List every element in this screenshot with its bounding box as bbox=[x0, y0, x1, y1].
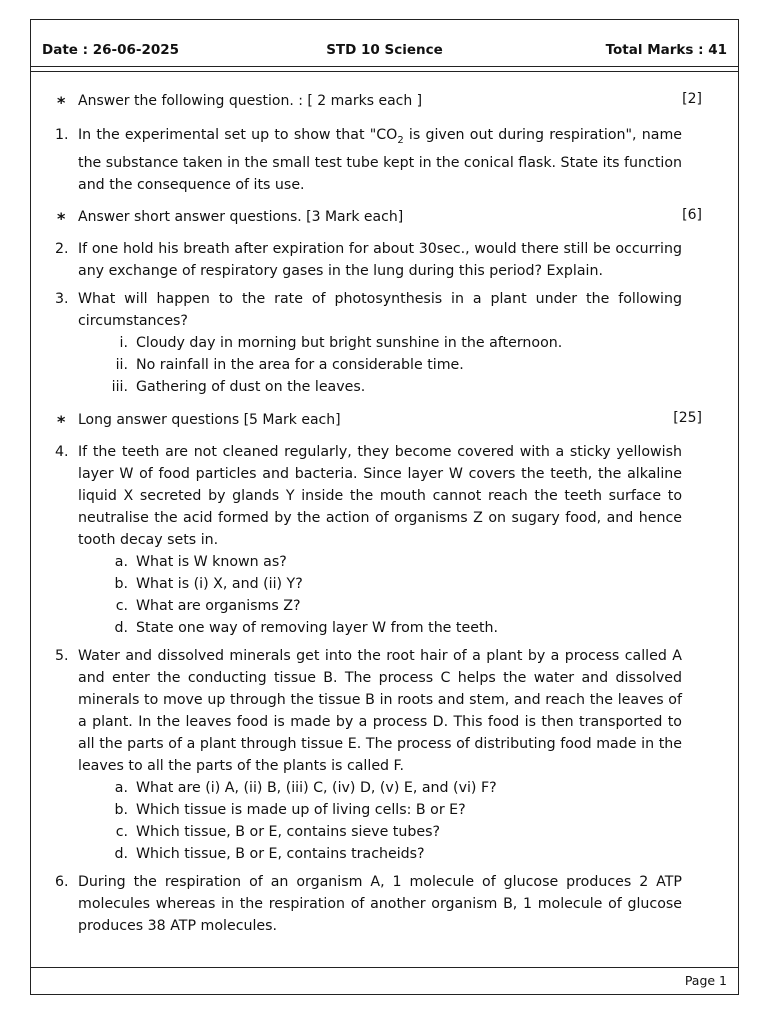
question-text bbox=[78, 127, 682, 193]
question bbox=[55, 441, 682, 551]
sub-question-text: Which tissue is made up of living cells: B or E? bbox=[136, 801, 466, 818]
question bbox=[55, 288, 682, 332]
sub-question bbox=[114, 573, 682, 595]
sub-question bbox=[115, 821, 682, 843]
sub-question-text: Which tissue, B or E, contains tracheids? bbox=[136, 845, 425, 862]
star-bullet-icon: * bbox=[57, 411, 66, 431]
question-number: 3. bbox=[55, 290, 69, 307]
section-header bbox=[57, 409, 702, 433]
sub-question bbox=[114, 551, 682, 573]
sub-question-label: b. bbox=[114, 575, 128, 592]
sub-question-label: d. bbox=[114, 619, 128, 636]
question-number: 6. bbox=[55, 873, 69, 890]
sub-question bbox=[114, 777, 682, 799]
question-text-part: is given out during respiration", name the substance taken in the small test tube kept in the conical flask. State its function and the consequence of its use. bbox=[78, 127, 682, 193]
question-number: 1. bbox=[55, 127, 69, 143]
section-marks: [2] bbox=[682, 91, 702, 107]
question bbox=[55, 645, 682, 777]
sub-question-text: What are (i) A, (ii) B, (iii) C, (iv) D, (v) E, and (vi) F? bbox=[136, 779, 497, 796]
sub-question bbox=[115, 595, 682, 617]
question bbox=[55, 124, 682, 196]
section-title: Answer short answer questions. [3 Mark each] bbox=[78, 208, 404, 225]
sub-question bbox=[114, 843, 682, 865]
question-text: If one hold his breath after expiration for about 30sec., would there still be occurring any exchange of respiratory gases in the lung during this period? Explain. bbox=[78, 240, 682, 279]
page-header bbox=[31, 20, 738, 67]
star-bullet-icon: * bbox=[57, 93, 66, 112]
sub-question-label: c. bbox=[115, 597, 128, 614]
sub-question-text: What is (i) X, and (ii) Y? bbox=[136, 575, 303, 592]
sub-question-text: What are organisms Z? bbox=[136, 597, 301, 614]
sub-question-text: State one way of removing layer W from the teeth. bbox=[136, 619, 499, 636]
sub-question-text: Cloudy day in morning but bright sunshine in the afternoon. bbox=[136, 334, 563, 351]
sub-question-label: a. bbox=[114, 779, 128, 796]
sub-question bbox=[114, 617, 682, 639]
question bbox=[55, 871, 682, 937]
sub-question bbox=[119, 332, 682, 354]
sub-question bbox=[114, 799, 682, 821]
section-marks: [25] bbox=[673, 409, 702, 426]
sub-question-label: b. bbox=[114, 801, 128, 818]
section-header bbox=[57, 91, 702, 114]
page-footer bbox=[31, 967, 738, 994]
header-rule-bottom bbox=[31, 71, 738, 72]
sub-question-label: c. bbox=[115, 823, 128, 840]
sub-question-text: No rainfall in the area for a considerable time. bbox=[136, 356, 464, 373]
sub-question-label: d. bbox=[114, 845, 128, 862]
sub-question-text: Gathering of dust on the leaves. bbox=[136, 378, 366, 395]
exam-date: Date : 26-06-2025 bbox=[42, 42, 180, 58]
sub-question-text: What is W known as? bbox=[136, 553, 287, 570]
sub-question-text: Which tissue, B or E, contains sieve tubes? bbox=[136, 823, 441, 840]
subscript: 2 bbox=[397, 134, 404, 146]
question-text-part: In the experimental set up to show that "CO bbox=[78, 127, 398, 143]
sub-question bbox=[111, 376, 682, 398]
question-number: 2. bbox=[55, 240, 69, 257]
sub-question bbox=[115, 354, 682, 376]
sub-question-label: a. bbox=[114, 553, 128, 570]
question-number: 4. bbox=[55, 443, 69, 460]
page-frame bbox=[30, 19, 739, 995]
section-title: Long answer questions [5 Mark each] bbox=[78, 411, 341, 428]
sub-question-label: i. bbox=[119, 334, 128, 351]
section-marks: [6] bbox=[682, 206, 702, 223]
question-paper-body bbox=[31, 73, 738, 937]
question bbox=[55, 238, 682, 282]
question-number: 5. bbox=[55, 647, 69, 664]
header-rule-top bbox=[31, 66, 738, 67]
exam-title: STD 10 Science bbox=[326, 42, 443, 58]
question-text: During the respiration of an organism A, 1 molecule of glucose produces 2 ATP molecules whereas in the respiration of another organism B, 1 molecule of glucose produces 38 ATP molecules. bbox=[78, 873, 682, 934]
star-bullet-icon: * bbox=[57, 208, 66, 228]
sub-question-label: ii. bbox=[115, 356, 128, 373]
sub-question-label: iii. bbox=[111, 378, 128, 395]
section-header bbox=[57, 206, 702, 230]
question-text: If the teeth are not cleaned regularly, they become covered with a sticky yellowish layer W of food particles and bacteria. Since layer W covers the teeth, the alkaline liquid X secreted by glands Y inside the mouth cannot reach the teeth surface to neutralise the acid formed by the action of organisms Z on sugary food, and hence tooth decay sets in. bbox=[78, 443, 682, 548]
question-text: Water and dissolved minerals get into the root hair of a plant by a process called A and enter the conducting tissue B. The process C helps the water and dissolved minerals to move up through the tissue B in roots and stem, and reach the leaves of a plant. In the leaves food is made by a process D. This food is then transported to all the parts of a plant through tissue E. The process of distributing food made in the leaves to all the parts of the plants is called F. bbox=[78, 647, 682, 774]
total-marks: Total Marks : 41 bbox=[605, 42, 727, 58]
section-title: Answer the following question. : [ 2 marks each ] bbox=[78, 93, 423, 109]
question-text: What will happen to the rate of photosynthesis in a plant under the following circumstances? bbox=[78, 290, 682, 329]
page-number: Page 1 bbox=[684, 973, 727, 988]
